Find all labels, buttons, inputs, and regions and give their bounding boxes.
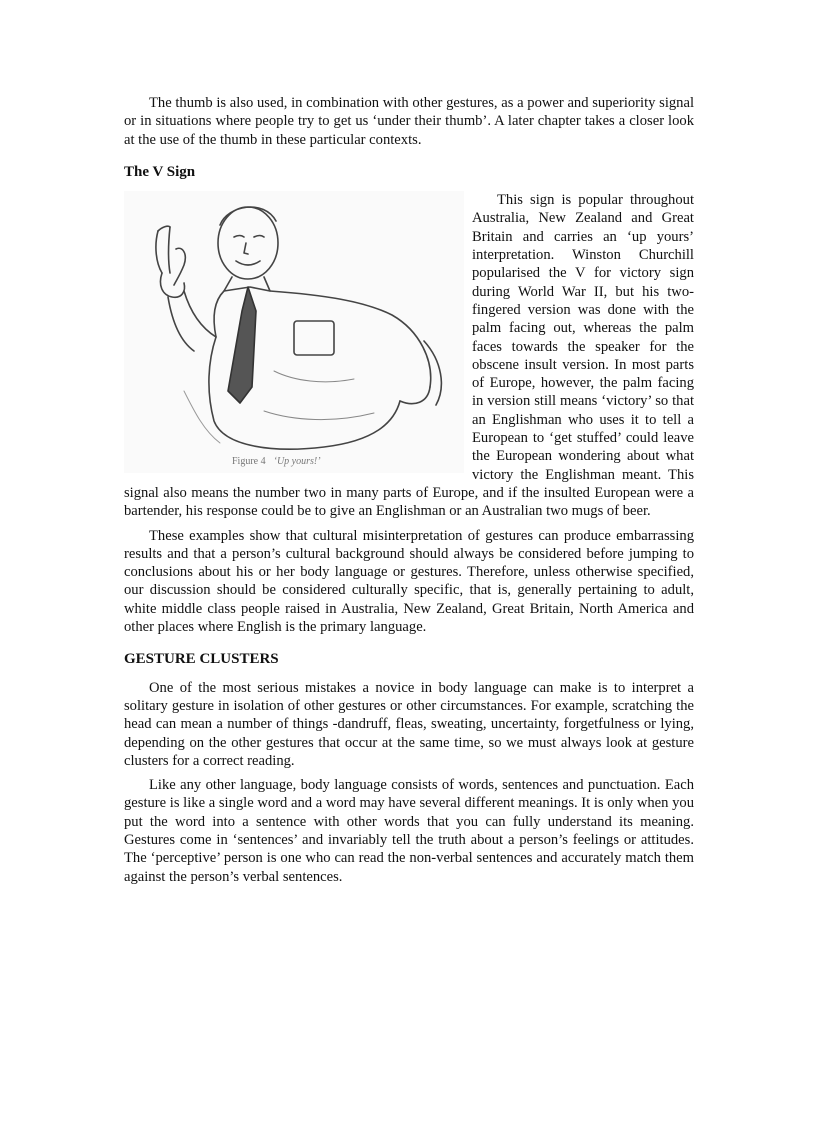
v-sign-paragraph-1: This sign is popular throughout Australia, New Zealand and Great Britain and carries an ‘up yours’ interpretation. Winston Churchill popularised the V for victory sign during World War II, but his two-fingered version was done with the palm facing out, whereas the palm faces towards the speaker for the obscene insult version. In most parts of Europe, however, the palm facing in version still means ‘victory’ so that an Englishman who uses it to tell a European to ‘get stuffed’ could leave the European wondering about what victory the Englishman meant. This signal also means the number two in many parts of Europe, and if the insulted European were a bartender, his response could be to give an Englishman or an Australian two mugs of beer.	[124, 192, 694, 520]
figure-caption	[232, 453, 321, 471]
v-sign-paragraph-2: These examples show that cultural misinterpretation of gestures can produce embarrassing results and that a person’s cultural background should always be considered before jumping to conclusions about his or her body language or gestures. Therefore, unless otherwise specified, our discussion should be considered culturally specific, that is, generally pertaining to adult, white middle class people raised in Australia, New Zealand, Great Britain, North America and other places where English is the primary language.	[124, 527, 694, 636]
document-body	[124, 94, 694, 886]
figure-up-yours	[124, 191, 464, 473]
intro-paragraph: The thumb is also used, in combination with other gestures, as a power and superiority signal or in situations where people try to get us ‘under their thumb’. A later chapter takes a closer look at the use of the thumb in these particular contexts.	[124, 95, 694, 148]
section-heading-v-sign: The V Sign	[124, 163, 196, 180]
section-heading-gesture-clusters: GESTURE CLUSTERS	[124, 651, 279, 668]
gesture-clusters-paragraph-2: Like any other language, body language consists of words, sentences and punctuation. Each gesture is like a single word and a word may have several different meanings. It is only when you put the word into a sentence with other words that you can fully understand its meaning. Gestures come in ‘sentences’ and invariably tell the truth about a person’s feelings or attitudes. The ‘perceptive’ person is one who can read the non-verbal sentences and accurately match them against the person’s verbal sentences.	[124, 777, 694, 885]
gesture-clusters-paragraph-1: One of the most serious mistakes a novice in body language can make is to interpret a solitary gesture in isolation of other gestures or other circumstances. For example, scratching the head can mean a number of things -dandruff, fleas, sweating, uncertainty, forgetfulness or lying, depending on the other gestures that occur at the same time, so we must always look at gesture clusters for a correct reading.	[124, 679, 694, 769]
figure-title: ‘Up yours!’	[273, 456, 321, 468]
man-v-sign-illustration	[124, 191, 464, 473]
figure-label: Figure 4	[232, 456, 266, 468]
